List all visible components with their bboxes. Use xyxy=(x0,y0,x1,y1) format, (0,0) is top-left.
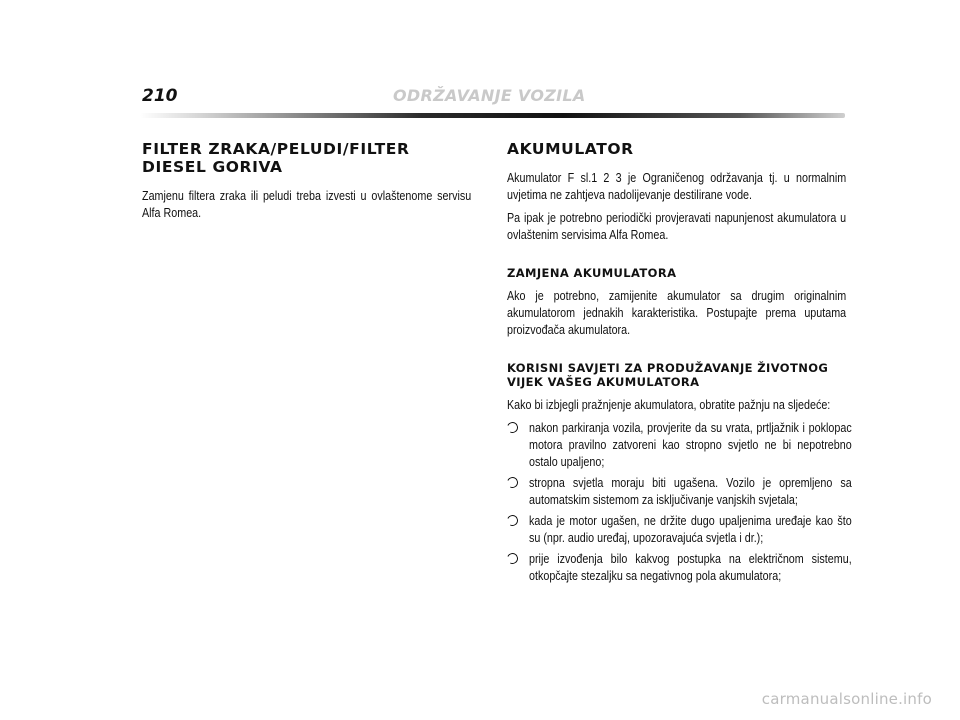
list-item xyxy=(507,551,852,585)
tips-list xyxy=(507,420,852,585)
filter-heading: FILTER ZRAKA/PELUDI/FILTER DIESEL GORIVA xyxy=(142,140,410,176)
tips-heading: KORISNI SAVJETI ZA PRODUŽAVANJE ŽIVOTNOG VIJEK VAŠEG AKUMULATORA xyxy=(507,361,829,389)
battery-heading: AKUMULATOR xyxy=(507,140,634,158)
list-item xyxy=(507,420,852,471)
page-number: 210 xyxy=(142,86,178,106)
bullet-icon xyxy=(505,420,519,434)
running-header: ODRŽAVANJE VOZILA xyxy=(393,86,586,105)
bullet-icon xyxy=(505,513,519,527)
tips-section xyxy=(507,361,852,585)
tip-text: stropna svjetla moraju biti ugašena. Vozilo je opremljeno sa automatskim sistemom za isključivanje vanjskih svjetala; xyxy=(529,476,852,507)
watermark: carmanualsonline.info xyxy=(761,690,932,708)
tips-intro: Kako bi izbjegli pražnjenje akumulatora, obratite pažnju na sljedeće: xyxy=(507,398,831,412)
replace-section xyxy=(507,266,847,339)
list-item xyxy=(507,475,852,509)
bullet-icon xyxy=(505,475,519,489)
replace-heading: ZAMJENA AKUMULATORA xyxy=(507,266,677,280)
tip-text: prije izvođenja bilo kakvog postupka na električnom sistemu, otkopčajte stezaljku sa negativnog pola akumulatora; xyxy=(529,552,852,583)
replace-body: Ako je potrebno, zamijenite akumulator sa drugim originalnim akumulatorom jednakih karakteristika. Postupajte prema uputama proizvođača akumulatora. xyxy=(507,289,847,337)
tip-text: kada je motor ugašen, ne držite dugo upaljenima uređaje kao što su (npr. audio uređaj, upozoravajuća svjetla i dr.); xyxy=(529,514,852,545)
filter-body: Zamjenu filtera zraka ili peludi treba izvesti u ovlaštenome servisu Alfa Romea. xyxy=(142,189,472,220)
battery-para-1: Akumulator F sl.1 2 3 je Ograničenog održavanja tj. u normalnim uvjetima ne zahtjeva nadolijevanje destilirane vode. xyxy=(507,171,847,202)
header-rule xyxy=(140,113,845,118)
tip-text: nakon parkiranja vozila, provjerite da su vrata, prtljažnik i poklopac motora pravilno zatvoreni kao stropno svjetlo ne bi nepotrebno ostalo upaljeno; xyxy=(529,421,852,469)
left-column xyxy=(142,140,472,222)
list-item xyxy=(507,513,852,547)
bullet-icon xyxy=(505,551,519,565)
right-column xyxy=(507,140,852,589)
battery-para-2: Pa ipak je potrebno periodički provjeravati napunjenost akumulatora u ovlaštenim servisima Alfa Romea. xyxy=(507,211,847,242)
